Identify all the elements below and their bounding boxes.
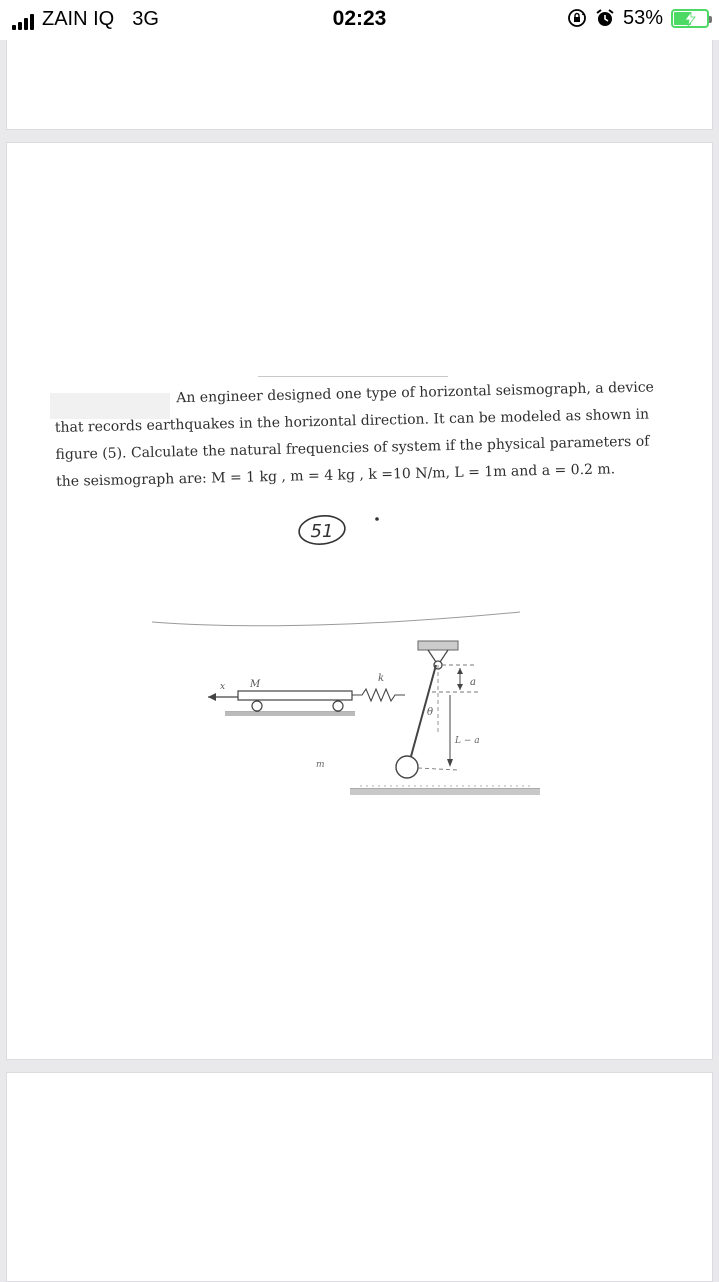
problem-statement [54, 374, 666, 496]
network-type: 3G [132, 8, 159, 30]
carrier-name: ZAIN IQ [42, 8, 115, 30]
battery-charging-icon [671, 9, 709, 28]
spring [352, 689, 405, 701]
problem-line: the seismograph are: M = 1 kg , m = 4 kg , k =10 N/m, L = 1m and a = 0.2 m. [55, 461, 616, 490]
problem-line: An engineer designed one type of horizontal seismograph, a device [176, 379, 655, 407]
handwritten-number: 51 [310, 521, 334, 542]
x-arrow-head [208, 693, 216, 701]
cart-wheel [252, 701, 262, 711]
pendulum-mass [396, 756, 418, 778]
ink-dot [375, 517, 379, 521]
rotation-lock-icon [567, 8, 587, 28]
charging-bolt-icon [683, 12, 697, 26]
status-bar [0, 0, 719, 40]
label-m: m [316, 760, 325, 770]
label-theta: θ [427, 707, 434, 718]
document-page-previous[interactable] [6, 40, 713, 130]
problem-line: figure (5). Calculate the natural frequencies of system if the physical parameters of [55, 433, 650, 463]
label-M: M [250, 679, 261, 690]
status-right [567, 7, 709, 29]
label-x: x [220, 682, 226, 692]
fold-line [152, 612, 520, 626]
pivot-support [418, 641, 458, 650]
alarm-icon [595, 8, 615, 28]
problem-line: that records earthquakes in the horizontal direction. It can be modeled as shown in [54, 406, 650, 436]
status-time: 02:23 [332, 7, 387, 30]
label-k: k [378, 673, 385, 684]
document-page-next[interactable] [6, 1072, 713, 1282]
cart-ground [225, 712, 355, 716]
dim-line-bottom [418, 768, 458, 770]
cart-body [238, 691, 352, 700]
seismograph-figure [150, 505, 550, 815]
recording-ground [350, 786, 540, 795]
label-a: a [470, 677, 476, 688]
label-L-minus-a: L − a [455, 736, 480, 746]
battery-percent: 53% [622, 7, 663, 29]
cart-wheel [333, 701, 343, 711]
dim-L-arrow [447, 759, 453, 767]
scan-mark [258, 376, 448, 377]
